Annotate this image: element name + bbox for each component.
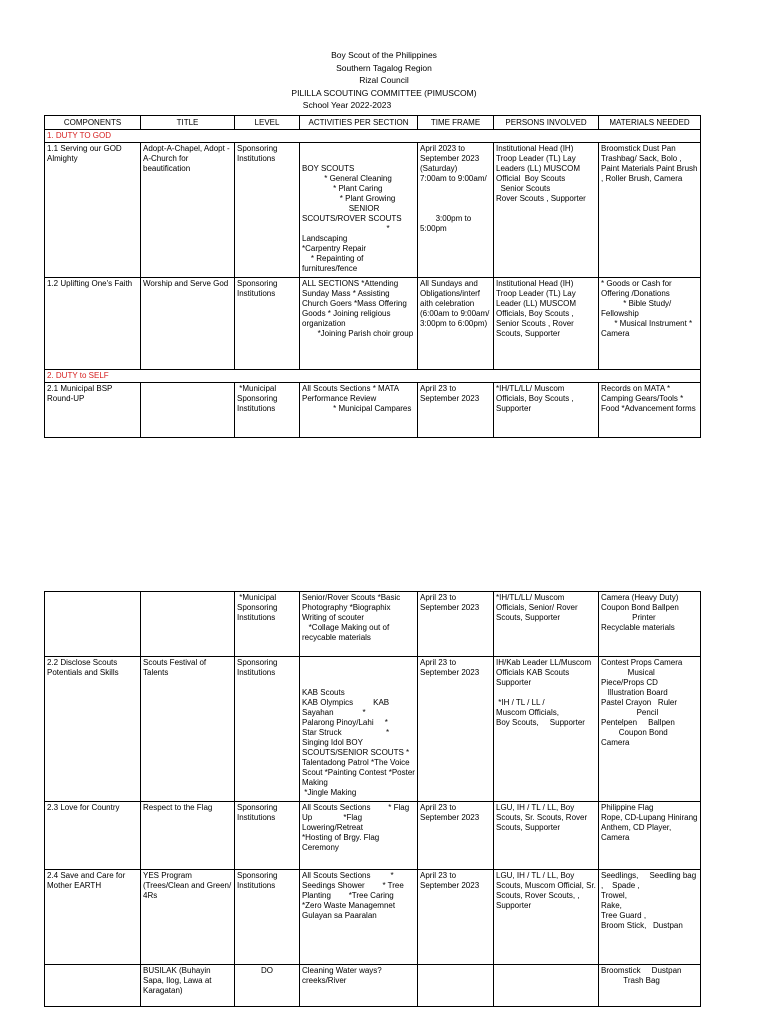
cell-persons: Institutional Head (IH) Troop Leader (TL) Lay Leaders (LL) MUSCOM Official Boy Scouts Senior Scouts Rover Scouts , Supporter [494, 143, 599, 278]
cell-time-frame [418, 965, 494, 1007]
cell-component [45, 965, 141, 1007]
cell-persons [494, 965, 599, 1007]
cell-time-frame: April 23 to September 2023 [418, 657, 494, 802]
document-header [0, 49, 768, 112]
cell-level: Sponsoring Institutions [235, 657, 300, 802]
cell-title [141, 592, 235, 657]
col-time-frame: TIME FRAME [418, 116, 494, 130]
header-committee: PILILLA SCOUTING COMMITTEE (PIMUSCOM) [291, 87, 477, 98]
table-row [45, 143, 701, 278]
cell-activities: KAB Scouts KAB Olympics KAB Sayahan * Palarong Pinoy/Lahi * Star Struck * Singing Idol BOY SCOUTS/SENIOR SCOUTS * Talentadong Patrol *The Voice Scout *Painting Contest *Poster Making *Jingle Making [300, 657, 418, 802]
cell-materials: Broomstick Dust Pan Trashbag/ Sack, Bolo , Paint Materials Paint Brush , Roller Brush, Camera [599, 143, 701, 278]
col-level: LEVEL [235, 116, 300, 130]
cell-persons: LGU, IH / TL / LL, Boy Scouts, Sr. Scouts, Rover Scouts, Supporter [494, 802, 599, 870]
cell-materials: Records on MATA * Camping Gears/Tools * Food *Advancement forms [599, 383, 701, 438]
cell-materials: Camera (Heavy Duty) Coupon Bond Ballpen Printer Recyclable materials [599, 592, 701, 657]
cell-activities: ALL SECTIONS *Attending Sunday Mass * Assisting Church Goers *Mass Offering Goods * Joining religious organization *Joining Parish choir group [300, 278, 418, 370]
plan-table-page1 [44, 115, 701, 438]
section-row-duty-to-god [45, 130, 701, 143]
cell-materials: * Goods or Cash for Offering /Donations * Bible Study/ Fellowship * Musical Instrument * Camera [599, 278, 701, 370]
cell-title [141, 383, 235, 438]
cell-persons: IH/Kab Leader LL/Muscom Officials KAB Scouts Supporter *IH / TL / LL / Muscom Officials, Boy Scouts, Supporter [494, 657, 599, 802]
cell-component: 1.1 Serving our GOD Almighty [45, 143, 141, 278]
cell-time-frame: April 2023 to September 2023 (Saturday) 7:00am to 9:00am/ 3:00pm to 5:00pm [418, 143, 494, 278]
cell-title: Adopt-A-Chapel, Adopt -A-Church for beautification [141, 143, 235, 278]
cell-level: DO [235, 965, 300, 1007]
table-row [45, 870, 701, 965]
header-region: Southern Tagalog Region [336, 62, 432, 73]
plan-table-page2 [44, 591, 701, 1007]
header-organization: Boy Scout of the Philippines [331, 50, 437, 60]
cell-time-frame: April 23 to September 2023 [418, 802, 494, 870]
cell-materials: Philippine Flag Rope, CD-Lupang Hinirang Anthem, CD Player, Camera [599, 802, 701, 870]
cell-activities: Senior/Rover Scouts *Basic Photography *Biographix Writing of scouter *Collage Making out of recycable materials [300, 592, 418, 657]
table-header-row [45, 116, 701, 130]
cell-activities: Cleaning Water ways? creeks/River [300, 965, 418, 1007]
section-title: 1. DUTY TO GOD [45, 130, 701, 143]
cell-time-frame: April 23 to September 2023 [418, 870, 494, 965]
cell-activities: All Scouts Sections * Seedings Shower * Tree Planting *Tree Caring *Zero Waste Managemnet Gulayan sa Paaralan [300, 870, 418, 965]
section-row-duty-to-self [45, 370, 701, 383]
cell-title: Worship and Serve God [141, 278, 235, 370]
cell-level: Sponsoring Institutions [235, 802, 300, 870]
cell-level: Sponsoring Institutions [235, 870, 300, 965]
col-materials: MATERIALS NEEDED [599, 116, 701, 130]
table-row [45, 278, 701, 370]
cell-component [45, 592, 141, 657]
cell-time-frame: April 23 to September 2023 [418, 383, 494, 438]
cell-activities: BOY SCOUTS * General Cleaning * Plant Caring * Plant Growing SENIOR SCOUTS/ROVER SCOUTS * Landscaping *Carpentry Repair * Repainting of furnitures/fence [300, 143, 418, 278]
header-school-year: School Year 2022-2023 [302, 100, 392, 110]
table-row [45, 657, 701, 802]
table-row [45, 592, 701, 657]
col-components: COMPONENTS [45, 116, 141, 130]
cell-title: YES Program (Trees/Clean and Green/ 4Rs [141, 870, 235, 965]
cell-level: *Municipal Sponsoring Institutions [235, 383, 300, 438]
cell-title: BUSILAK (Buhayin Sapa, Ilog, Lawa at Karagatan) [141, 965, 235, 1007]
cell-materials: Contest Props Camera Musical Piece/Props CD Illustration Board Pastel Crayon Ruler Pencil Pentelpen Ballpen Coupon Bond Camera [599, 657, 701, 802]
cell-persons: *IH/TL/LL/ Muscom Officials, Senior/ Rover Scouts, Supporter [494, 592, 599, 657]
cell-title: Respect to the Flag [141, 802, 235, 870]
cell-persons: *IH/TL/LL/ Muscom Officials, Boy Scouts , Supporter [494, 383, 599, 438]
cell-materials: Seedlings, Seedling bag , Spade , Trowel, Rake, Tree Guard , Broom Stick, Dustpan [599, 870, 701, 965]
col-activities: ACTIVITIES PER SECTION [300, 116, 418, 130]
col-persons: PERSONS INVOLVED [494, 116, 599, 130]
cell-activities: All Scouts Sections * MATA Performance Review * Municipal Campares [300, 383, 418, 438]
cell-component: 1.2 Uplifting One's Faith [45, 278, 141, 370]
cell-materials: Broomstick Dustpan Trash Bag [599, 965, 701, 1007]
cell-level: Sponsoring Institutions [235, 143, 300, 278]
table-row [45, 802, 701, 870]
cell-component: 2.3 Love for Country [45, 802, 141, 870]
cell-component: 2.4 Save and Care for Mother EARTH [45, 870, 141, 965]
cell-component: 2.1 Municipal BSP Round-UP [45, 383, 141, 438]
cell-time-frame: April 23 to September 2023 [418, 592, 494, 657]
cell-level: Sponsoring Institutions [235, 278, 300, 370]
cell-level: *Municipal Sponsoring Institutions [235, 592, 300, 657]
table-row [45, 965, 701, 1007]
cell-persons: LGU, IH / TL / LL, Boy Scouts, Muscom Official, Sr. Scouts, Rover Scouts, , Supporter [494, 870, 599, 965]
cell-time-frame: All Sundays and Obligations/interf aith celebration (6:00am to 9:00am/ 3:00pm to 6:00pm) [418, 278, 494, 370]
header-council: Rizal Council [359, 75, 409, 85]
cell-activities: All Scouts Sections * Flag Up *Flag Lowering/Retreat *Hosting of Brgy. Flag Ceremony [300, 802, 418, 870]
cell-persons: Institutional Head (IH) Troop Leader (TL) Lay Leader (LL) MUSCOM Officials, Boy Scouts , Senior Scouts , Rover Scouts, Supporter [494, 278, 599, 370]
col-title: TITLE [141, 116, 235, 130]
section-title: 2. DUTY to SELF [45, 370, 701, 383]
cell-component: 2.2 Disclose Scouts Potentials and Skills [45, 657, 141, 802]
cell-title: Scouts Festival of Talents [141, 657, 235, 802]
table-row [45, 383, 701, 438]
